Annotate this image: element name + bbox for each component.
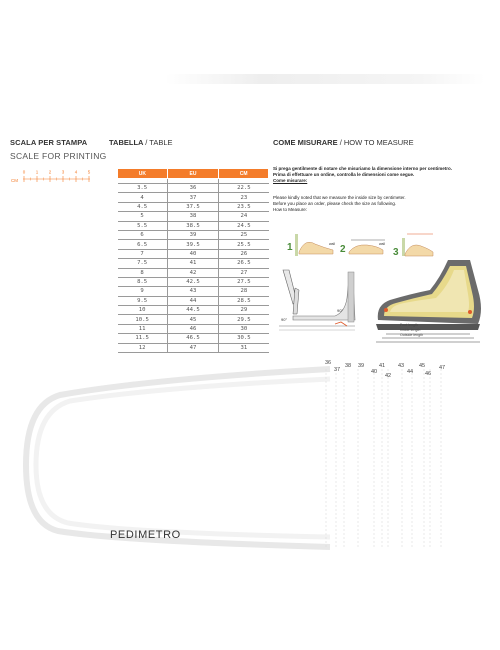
english-instructions: Please kindly noted that we measure the inside size by centimeter. Before you place an order, please check the size as following. How to Measure: [273, 195, 406, 212]
col-header-eu: EU [167, 169, 219, 179]
ruler-tick-label: 3 [61, 169, 65, 175]
eu-size: 41 [167, 259, 219, 268]
table-row [118, 259, 269, 268]
scale-title: SCALA PER STAMPA [10, 138, 88, 147]
eu-size: 39.5 [167, 240, 219, 249]
print-smear [165, 74, 485, 84]
uk-size: 7 [118, 249, 168, 258]
uk-size: 11 [118, 324, 168, 333]
uk-size: 5.5 [118, 221, 168, 230]
size-label: 46 [425, 371, 432, 377]
uk-size: 6 [118, 230, 168, 239]
wall-block [348, 272, 354, 322]
uk-size: 9 [118, 287, 168, 296]
table-row [118, 240, 269, 249]
cm-size: 24.5 [219, 221, 269, 230]
size-label: 42 [385, 373, 392, 379]
cm-size: 25 [219, 230, 269, 239]
pedimetro-foot-gauge [0, 355, 500, 555]
ruler-tick-label: 0 [22, 169, 26, 175]
step-3-number: 3 [393, 247, 399, 258]
table-row [118, 230, 269, 239]
angle-label-right: 90° [337, 308, 344, 313]
uk-size: 8 [118, 268, 168, 277]
table-row [118, 343, 269, 352]
table-row [118, 334, 269, 343]
uk-size: 4.5 [118, 202, 168, 211]
eu-size: 45 [167, 315, 219, 324]
eu-size: 37 [167, 193, 219, 202]
table-row [118, 306, 269, 315]
table-row [118, 296, 269, 305]
eu-size: 44.5 [167, 306, 219, 315]
ruler-tick-label: 2 [48, 169, 52, 175]
eu-size: 38 [167, 212, 219, 221]
cm-size: 31 [219, 343, 269, 352]
table-row [118, 277, 269, 286]
uk-size: 3.5 [118, 184, 168, 193]
col-header-cm: CM [219, 169, 269, 179]
size-label: 47 [439, 365, 446, 371]
ruler-tick-label: 5 [87, 169, 91, 175]
eu-size: 39 [167, 230, 219, 239]
cm-size: 25.5 [219, 240, 269, 249]
step-1-number: 1 [287, 242, 293, 253]
cm-size: 27.5 [219, 277, 269, 286]
size-label: 37 [334, 367, 341, 373]
cm-size: 28.5 [219, 296, 269, 305]
table-row [118, 212, 269, 221]
cm-size: 30 [219, 324, 269, 333]
uk-size: 4 [118, 193, 168, 202]
svg-text:wall: wall [329, 242, 336, 246]
foot-outline-outer [26, 369, 330, 547]
ruler-unit: CM [11, 178, 18, 183]
eu-size: 47 [167, 343, 219, 352]
ruler-tick-label: 1 [35, 169, 39, 175]
cm-size: 23 [219, 193, 269, 202]
measure-title: COME MISURARE / HOW TO MEASURE [273, 138, 414, 147]
cm-size: 26 [219, 249, 269, 258]
eu-size: 36 [167, 184, 219, 193]
table-row [118, 324, 269, 333]
uk-size: 7.5 [118, 259, 168, 268]
cm-size: 22.5 [219, 184, 269, 193]
italian-instructions: Si prega gentilmente di notare che misuriamo la dimensione interno per centimetro. Prima di effettuare un ordine, controlla le dimensioni come segue. Come misurare: [273, 166, 453, 183]
size-label: 45 [419, 363, 426, 369]
eu-size: 46.5 [167, 334, 219, 343]
eu-size: 44 [167, 296, 219, 305]
cm-size: 28 [219, 287, 269, 296]
size-label: 39 [358, 363, 365, 369]
eu-size: 37.5 [167, 202, 219, 211]
uk-size: 12 [118, 343, 168, 352]
eu-size: 42 [167, 268, 219, 277]
size-label: 40 [371, 369, 378, 375]
foot-side-icon [299, 242, 336, 254]
foot-measuring-diagram [275, 268, 360, 338]
step-2-number: 2 [340, 244, 346, 255]
uk-size: 11.5 [118, 334, 168, 343]
size-label: 41 [379, 363, 386, 369]
cm-size: 27 [219, 268, 269, 277]
cm-size: 29 [219, 306, 269, 315]
cm-size: 29.5 [219, 315, 269, 324]
table-row [118, 221, 269, 230]
cm-size: 30.5 [219, 334, 269, 343]
shoe-sole [376, 324, 480, 330]
table-row [118, 287, 269, 296]
shoe-legend: Foot length Inside length Outside length [400, 323, 424, 337]
eu-size: 40 [167, 249, 219, 258]
table-row [118, 184, 269, 193]
shoe-length-diagram [370, 250, 490, 345]
size-table [117, 168, 269, 353]
eu-size: 43 [167, 287, 219, 296]
table-row [118, 315, 269, 324]
foot-outline-inner [36, 379, 330, 537]
cm-size: 26.5 [219, 259, 269, 268]
scale-subtitle: SCALE FOR PRINTING [10, 151, 107, 161]
table-row [118, 268, 269, 277]
eu-size: 38.5 [167, 221, 219, 230]
cm-size: 24 [219, 212, 269, 221]
size-label: 38 [345, 363, 352, 369]
uk-size: 8.5 [118, 277, 168, 286]
table-row [118, 202, 269, 211]
eu-size: 42.5 [167, 277, 219, 286]
uk-size: 5 [118, 212, 168, 221]
uk-size: 10.5 [118, 315, 168, 324]
col-header-uk: UK [118, 169, 168, 179]
wall-icon [295, 234, 298, 256]
uk-size: 10 [118, 306, 168, 315]
eu-size: 46 [167, 324, 219, 333]
size-label: 44 [407, 369, 414, 375]
table-title: TABELLA / TABLE [109, 138, 173, 147]
size-label: 43 [398, 363, 405, 369]
angle-label-left: 90° [281, 317, 288, 322]
size-label: 36 [325, 360, 332, 366]
uk-size: 6.5 [118, 240, 168, 249]
table-row [118, 249, 269, 258]
cm-size: 23.5 [219, 202, 269, 211]
uk-size: 9.5 [118, 296, 168, 305]
print-scale-ruler [10, 166, 95, 190]
svg-text:wall: wall [379, 242, 386, 246]
table-row [118, 193, 269, 202]
pedimetro-title: PEDIMETRO [110, 529, 181, 541]
ruler-tick-label: 4 [74, 169, 78, 175]
